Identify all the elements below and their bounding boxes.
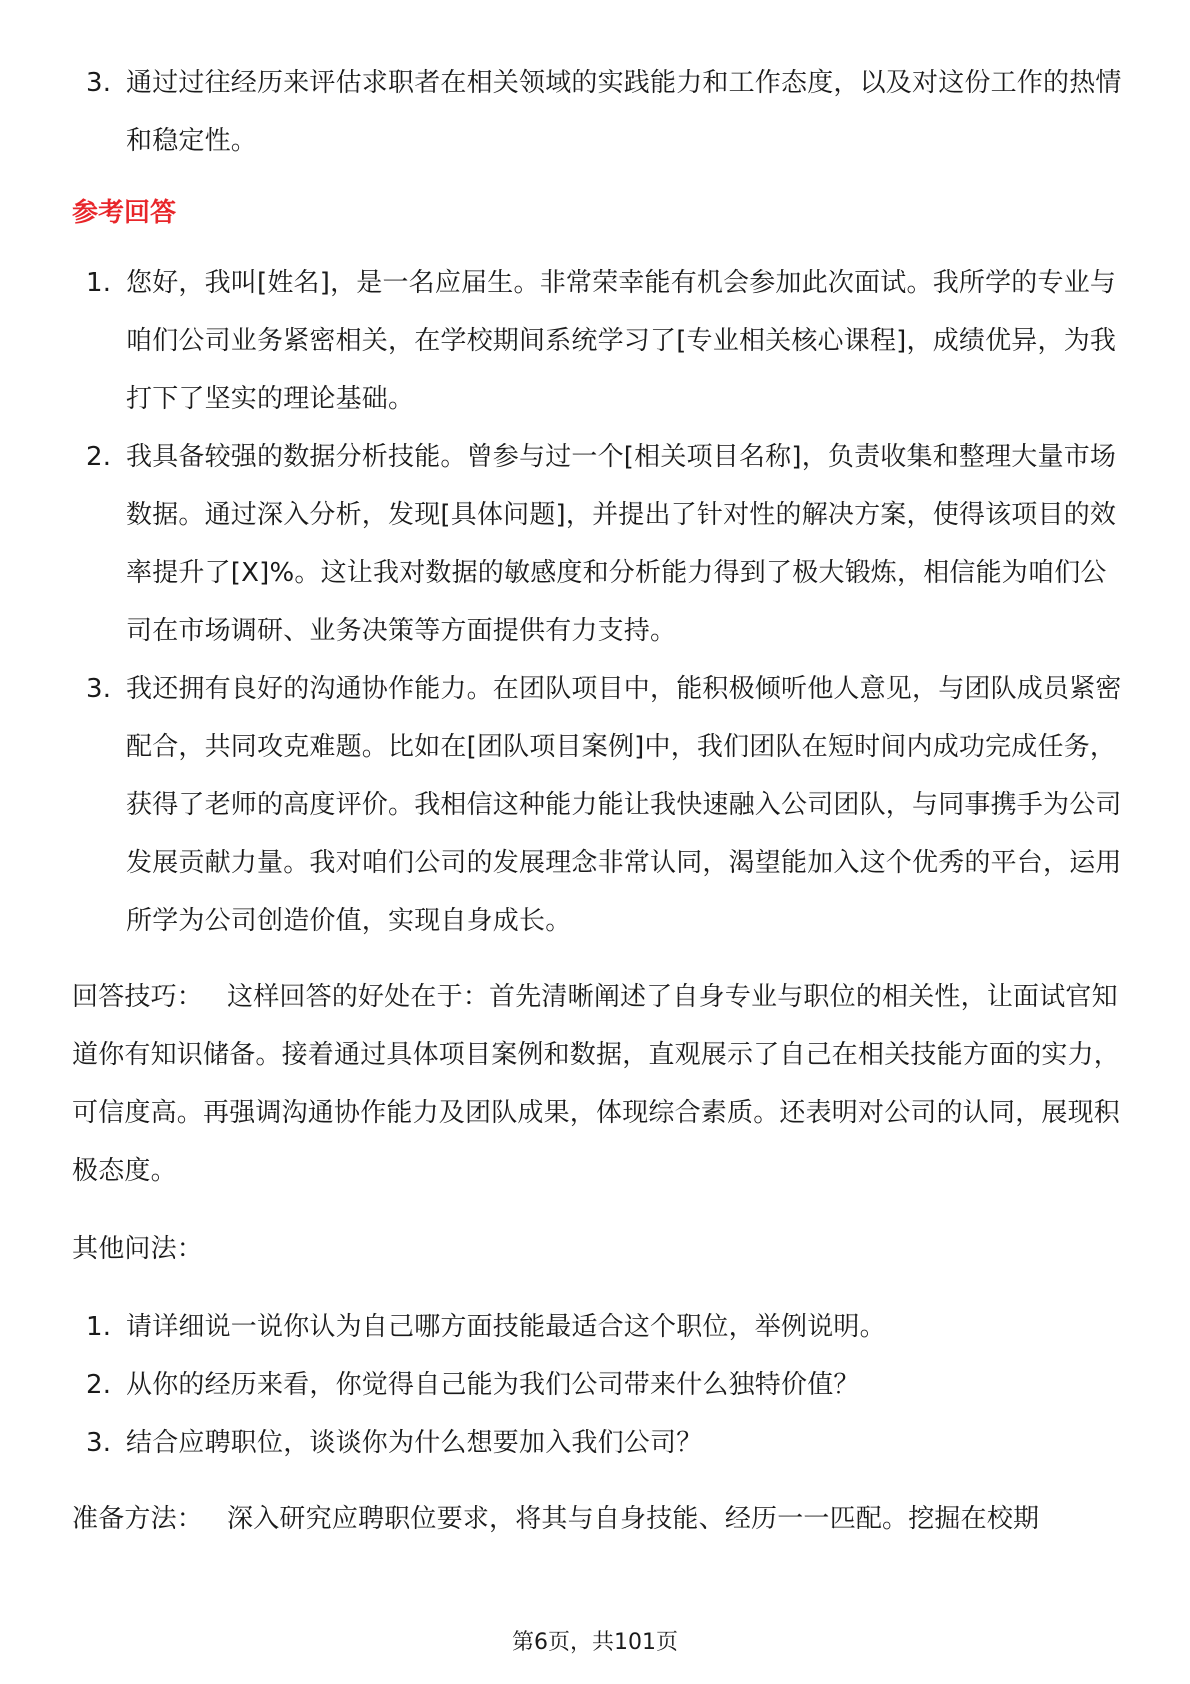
- list-text: 您好，我叫[姓名]，是一名应届生。非常荣幸能有机会参加此次面试。我所学的专业与咱们公司业务紧密相关，在学校期间系统学习了[专业相关核心课程]，成绩优异，为我打下了坚实的理论基础。: [126, 268, 1117, 414]
- preparation-paragraph: [72, 1490, 1122, 1548]
- answer-tips-paragraph: [72, 968, 1122, 1200]
- list-number: 1.: [86, 268, 112, 298]
- page-footer: 第6页，共101页: [512, 1630, 678, 1655]
- page-content: [72, 54, 1122, 1568]
- list-text: 请详细说一说你认为自己哪方面技能最适合这个职位，举例说明。: [126, 1312, 886, 1342]
- list-number: 2.: [86, 1370, 112, 1400]
- reference-answer-title: 参考回答: [72, 198, 177, 228]
- list-item: [72, 428, 1122, 660]
- other-questions-heading: [72, 1220, 1122, 1278]
- list-item: [72, 1356, 1122, 1414]
- top-list: [72, 54, 1122, 170]
- list-number: 1.: [86, 1312, 112, 1342]
- list-item: [72, 1414, 1122, 1472]
- list-item: [72, 1298, 1122, 1356]
- list-text: 我具备较强的数据分析技能。曾参与过一个[相关项目名称]，负责收集和整理大量市场数据。通过深入分析，发现[具体问题]，并提出了针对性的解决方案，使得该项目的效率提升了[X]%。这让我对数据的敏感度和分析能力得到了极大锻炼，相信能为咱们公司在市场调研、业务决策等方面提供有力支持。: [126, 442, 1117, 646]
- preparation-text: 深入研究应聘职位要求，将其与自身技能、经历一一匹配。挖掘在校期: [227, 1504, 1040, 1534]
- list-item: [72, 660, 1122, 950]
- list-text: 结合应聘职位，谈谈你为什么想要加入我们公司？: [126, 1428, 703, 1458]
- list-number: 3.: [86, 674, 112, 704]
- other-questions-label: 其他问法：: [72, 1234, 204, 1264]
- list-text: 通过过往经历来评估求职者在相关领域的实践能力和工作态度，以及对这份工作的热情和稳定性。: [126, 68, 1122, 156]
- other-questions-list: [72, 1298, 1122, 1472]
- list-item: [72, 54, 1122, 170]
- list-number: 2.: [86, 442, 112, 472]
- answer-tips-text: 这样回答的好处在于：首先清晰阐述了自身专业与职位的相关性，让面试官知道你有知识储备。接着通过具体项目案例和数据，直观展示了自己在相关技能方面的实力，可信度高。再强调沟通协作能力及团队成果，体现综合素质。还表明对公司的认同，展现积极态度。: [72, 982, 1121, 1186]
- reference-answer-list: [72, 254, 1122, 950]
- list-number: 3.: [86, 68, 112, 98]
- list-text: 从你的经历来看，你觉得自己能为我们公司带来什么独特价值？: [126, 1370, 860, 1400]
- list-number: 3.: [86, 1428, 112, 1458]
- list-item: [72, 254, 1122, 428]
- answer-tips-label: 回答技巧：: [72, 982, 204, 1012]
- list-text: 我还拥有良好的沟通协作能力。在团队项目中，能积极倾听他人意见，与团队成员紧密配合，共同攻克难题。比如在[团队项目案例]中，我们团队在短时间内成功完成任务，获得了老师的高度评价。我相信这种能力能让我快速融入公司团队，与同事携手为公司发展贡献力量。我对咱们公司的发展理念非常认同，渴望能加入这个优秀的平台，运用所学为公司创造价值，实现自身成长。: [126, 674, 1122, 936]
- preparation-label: 准备方法：: [72, 1504, 204, 1534]
